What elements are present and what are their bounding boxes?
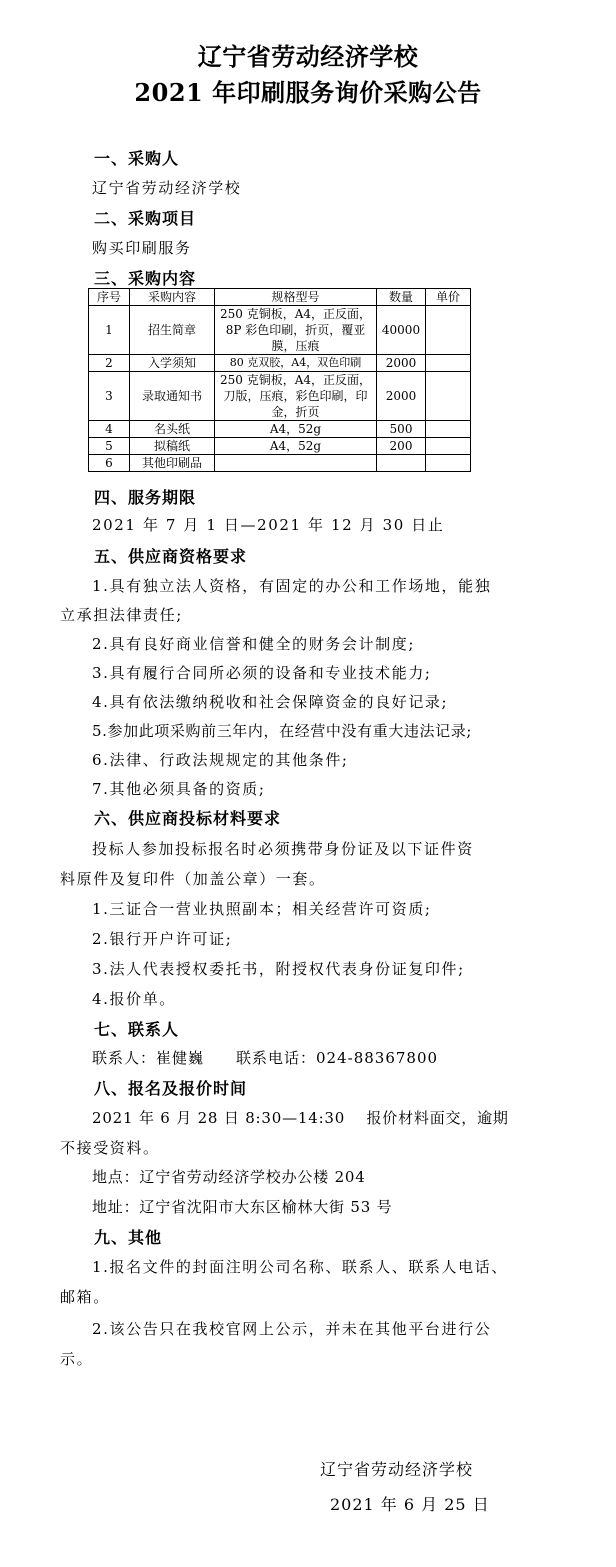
section-heading-qualifications: 五、供应商资格要求 — [94, 547, 248, 566]
section-heading-service-period: 四、服务期限 — [94, 488, 197, 507]
header-qty: 数量 — [377, 289, 426, 306]
qualification-item: 3.具有履行合同所必须的设备和专业技术能力; — [92, 664, 432, 682]
contact-info: 联系人：崔健巍 联系电话：024-88367800 — [92, 1049, 439, 1067]
section-heading-registration: 八、报名及报价时间 — [94, 1079, 248, 1098]
registration-time: 不接受资料。 — [60, 1139, 160, 1157]
row-spec — [215, 421, 377, 438]
section-heading-purchaser: 一、采购人 — [94, 149, 180, 168]
row-item: 其他印刷品 — [130, 455, 215, 472]
row-price — [426, 372, 471, 421]
bid-materials-intro: 投标人参加投标报名时必须携带身份证及以下证件资 — [92, 840, 474, 858]
spec-line: 8P 彩色印刷，折页，覆亚 — [225, 323, 366, 337]
spec-line: A4，52g — [269, 422, 322, 436]
spec-line: 刀版，压痕，彩色印刷，印 — [223, 389, 368, 403]
qualification-item: 7.其他必须具备的资质; — [92, 780, 266, 798]
other-item: 邮箱。 — [60, 1288, 110, 1306]
qualification-item: 1.具有独立法人资格，有固定的办公和工作场地，能独 — [92, 577, 492, 595]
section-heading-contact: 七、联系人 — [94, 1020, 180, 1039]
row-no: 5 — [89, 438, 130, 455]
table-row — [89, 421, 471, 438]
spec-line: 80 克双胶，A4，双色印刷 — [229, 356, 362, 369]
row-spec — [215, 355, 377, 372]
spec-line: 金，折页 — [271, 405, 320, 419]
other-item: 1.报名文件的封面注明公司名称、联系人、联系人电话、 — [92, 1258, 508, 1276]
spec-line: 250 克铜板，A4，正反面， — [219, 307, 372, 321]
row-price — [426, 421, 471, 438]
registration-time: 2021 年 6 月 28 日 8:30—14:30 报价材料面交，逾期 — [92, 1109, 509, 1127]
bid-material-item: 4.报价单。 — [92, 990, 176, 1008]
row-qty: 40000 — [377, 306, 426, 355]
row-qty: 500 — [377, 421, 426, 438]
row-no: 1 — [89, 306, 130, 355]
section-heading-bid-materials: 六、供应商投标材料要求 — [94, 809, 282, 828]
service-period: 2021 年 7 月 1 日—2021 年 12 月 30 日止 — [92, 516, 445, 534]
procurement-table — [88, 288, 471, 472]
row-spec — [215, 306, 377, 355]
spec-line — [217, 455, 374, 471]
registration-address: 地址：辽宁省沈阳市大东区榆林大街 53 号 — [92, 1198, 393, 1216]
signature-organization: 辽宁省劳动经济学校 — [320, 1460, 474, 1479]
section-heading-other: 九、其他 — [94, 1228, 163, 1247]
row-item: 入学须知 — [130, 355, 215, 372]
row-qty: 2000 — [377, 355, 426, 372]
row-spec — [215, 372, 377, 421]
qualification-item: 立承担法律责任; — [60, 606, 183, 624]
table-row — [89, 438, 471, 455]
spec-line: 250 克铜板，A4，正反面， — [219, 373, 372, 387]
qualification-item: 5.参加此项采购前三年内，在经营中没有重大违法记录; — [92, 722, 472, 740]
bid-material-item: 1.三证合一营业执照副本；相关经营许可资质; — [92, 900, 432, 918]
header-item: 采购内容 — [130, 289, 215, 306]
row-qty — [377, 455, 426, 472]
row-spec — [215, 438, 377, 455]
signature-date: 2021 年 6 月 25 日 — [330, 1495, 490, 1514]
spec-line: 膜，压痕 — [271, 339, 320, 353]
document-title-line1: 辽宁省劳动经济学校 — [197, 42, 419, 71]
document-title-line2: 2021 年印刷服务询价采购公告 — [134, 78, 482, 107]
row-qty: 200 — [377, 438, 426, 455]
row-item: 录取通知书 — [130, 372, 215, 421]
table-row — [89, 355, 471, 372]
other-item: 示。 — [60, 1350, 94, 1368]
row-no: 2 — [89, 355, 130, 372]
bid-material-item: 2.银行开户许可证; — [92, 930, 233, 948]
row-spec — [215, 455, 377, 472]
table-row — [89, 306, 471, 355]
bid-materials-intro: 料原件及复印件（加盖公章）一套。 — [60, 870, 326, 888]
row-item: 拟稿纸 — [130, 438, 215, 455]
other-item: 2.该公告只在我校官网上公示，并未在其他平台进行公 — [92, 1320, 492, 1338]
header-spec: 规格型号 — [215, 289, 377, 306]
qualification-item: 4.具有依法缴纳税收和社会保障资金的良好记录; — [92, 693, 449, 711]
section-heading-project: 二、采购项目 — [94, 209, 197, 228]
row-item: 招生简章 — [130, 306, 215, 355]
row-price — [426, 306, 471, 355]
row-qty: 2000 — [377, 372, 426, 421]
table-header-row — [89, 289, 471, 306]
spec-line: A4，52g — [269, 439, 322, 453]
row-price — [426, 355, 471, 372]
section-heading-content: 三、采购内容 — [94, 269, 197, 288]
qualification-item: 2.具有良好商业信誉和健全的财务会计制度; — [92, 635, 415, 653]
table-row — [89, 372, 471, 421]
row-no: 4 — [89, 421, 130, 438]
project-description: 购买印刷服务 — [92, 239, 192, 257]
bid-material-item: 3.法人代表授权委托书，附授权代表身份证复印件; — [92, 960, 465, 978]
row-no: 3 — [89, 372, 130, 421]
purchaser-name: 辽宁省劳动经济学校 — [92, 179, 242, 197]
row-price — [426, 455, 471, 472]
header-price: 单价 — [426, 289, 471, 306]
row-item: 名头纸 — [130, 421, 215, 438]
qualification-item: 6.法律、行政法规规定的其他条件; — [92, 751, 349, 769]
header-no: 序号 — [89, 289, 130, 306]
row-price — [426, 438, 471, 455]
table-row — [89, 455, 471, 472]
row-no: 6 — [89, 455, 130, 472]
registration-place: 地点：辽宁省劳动经济学校办公楼 204 — [92, 1168, 366, 1186]
